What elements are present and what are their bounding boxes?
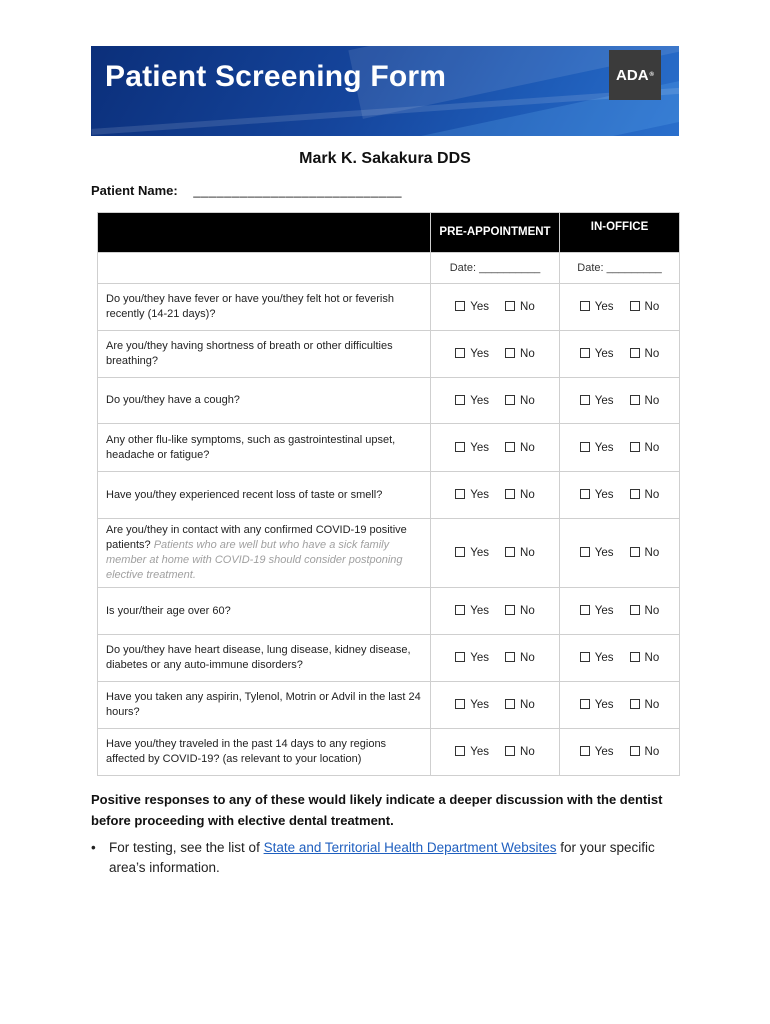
checkbox-icon[interactable] bbox=[630, 442, 640, 452]
in-office-answer-cell bbox=[560, 635, 680, 682]
pre-appointment-answer-cell bbox=[431, 519, 560, 588]
no-label: No bbox=[520, 652, 535, 664]
checkbox-icon[interactable] bbox=[505, 395, 515, 405]
header-in-office: IN-OFFICE bbox=[560, 213, 680, 253]
pre-appointment-yes-option[interactable] bbox=[455, 301, 489, 313]
yes-label: Yes bbox=[594, 301, 614, 313]
checkbox-icon[interactable] bbox=[505, 699, 515, 709]
checkbox-icon[interactable] bbox=[580, 547, 590, 557]
in-office-no-option[interactable] bbox=[630, 699, 660, 711]
table-header-row bbox=[98, 213, 680, 253]
checkbox-icon[interactable] bbox=[505, 605, 515, 615]
question-label: Are you/they in contact with any confirmed COVID-19 positive patients? bbox=[106, 524, 407, 551]
pre-appointment-yes-option[interactable] bbox=[455, 395, 489, 407]
question-text bbox=[98, 424, 431, 472]
pre-appointment-answer-cell bbox=[431, 682, 560, 729]
pre-appointment-no-option[interactable] bbox=[505, 652, 535, 664]
question-text bbox=[98, 519, 431, 588]
no-label: No bbox=[644, 652, 660, 664]
yes-label: Yes bbox=[594, 441, 614, 454]
no-label: No bbox=[520, 489, 535, 501]
checkbox-icon[interactable] bbox=[630, 699, 640, 709]
no-label: No bbox=[644, 489, 660, 501]
screening-table bbox=[97, 212, 680, 776]
no-label: No bbox=[520, 746, 535, 758]
checkbox-icon[interactable] bbox=[630, 395, 640, 405]
checkbox-icon[interactable] bbox=[630, 348, 640, 358]
in-office-no-option[interactable] bbox=[630, 605, 660, 617]
yes-label: Yes bbox=[594, 605, 614, 617]
in-office-yes-option[interactable] bbox=[580, 652, 614, 664]
checkbox-icon[interactable] bbox=[455, 547, 465, 557]
question-row bbox=[98, 284, 680, 331]
pre-appointment-answer-cell bbox=[431, 424, 560, 472]
yes-label: Yes bbox=[594, 746, 614, 758]
no-label: No bbox=[644, 301, 660, 313]
yes-label: Yes bbox=[594, 699, 614, 711]
bullet-text-before: For testing, see the list of bbox=[109, 840, 264, 855]
pre-appointment-no-option[interactable] bbox=[505, 301, 535, 313]
pre-appointment-no-option[interactable] bbox=[505, 746, 535, 758]
checkbox-icon[interactable] bbox=[580, 652, 590, 662]
checkbox-icon[interactable] bbox=[455, 605, 465, 615]
yes-label: Yes bbox=[470, 605, 490, 617]
in-office-answer-cell bbox=[560, 378, 680, 424]
in-office-no-option[interactable] bbox=[630, 489, 660, 501]
date-row-blank bbox=[98, 253, 431, 284]
in-office-no-option[interactable] bbox=[630, 652, 660, 664]
pre-appointment-no-option[interactable] bbox=[505, 605, 535, 617]
question-row bbox=[98, 519, 680, 588]
question-label: Are you/they having shortness of breath or other difficulties breathing? bbox=[106, 340, 393, 367]
question-text bbox=[98, 472, 431, 519]
no-label: No bbox=[644, 746, 660, 758]
in-office-no-option[interactable] bbox=[630, 301, 660, 313]
pre-appointment-yes-option[interactable] bbox=[455, 348, 489, 360]
checkbox-icon[interactable] bbox=[455, 489, 465, 499]
health-department-link[interactable]: State and Territorial Health Department Websites bbox=[263, 840, 557, 855]
pre-appointment-no-option[interactable] bbox=[505, 348, 535, 360]
pre-appointment-yes-option[interactable] bbox=[455, 652, 489, 664]
patient-name-line[interactable]: ___________________________ bbox=[193, 183, 403, 198]
in-office-answer-cell bbox=[560, 331, 680, 378]
checkbox-icon[interactable] bbox=[580, 442, 590, 452]
no-label: No bbox=[520, 699, 535, 711]
in-office-yes-option[interactable] bbox=[580, 699, 614, 711]
pre-appointment-no-option[interactable] bbox=[505, 442, 535, 454]
yes-label: Yes bbox=[470, 699, 490, 711]
pre-appointment-yes-option[interactable] bbox=[455, 699, 489, 711]
in-office-yes-option[interactable] bbox=[580, 605, 614, 617]
in-office-yes-option[interactable] bbox=[580, 489, 614, 501]
checkbox-icon[interactable] bbox=[630, 746, 640, 756]
pre-appointment-answer-cell bbox=[431, 472, 560, 519]
no-label: No bbox=[520, 394, 535, 407]
question-label: Any other flu-like symptoms, such as gastrointestinal upset, headache or fatigue? bbox=[106, 433, 396, 461]
pre-appointment-answer-cell bbox=[431, 588, 560, 635]
no-label: No bbox=[644, 441, 660, 454]
form-banner bbox=[91, 46, 679, 136]
checkbox-icon[interactable] bbox=[505, 547, 515, 557]
question-label: Do you/they have fever or have you/they felt hot or feverish recently (14-21 days)? bbox=[106, 293, 394, 320]
bullet-marker: • bbox=[91, 840, 96, 855]
yes-label: Yes bbox=[594, 348, 614, 360]
in-office-yes-option[interactable] bbox=[580, 301, 614, 313]
pre-appointment-answer-cell bbox=[431, 331, 560, 378]
question-label: Have you/they traveled in the past 14 days to any regions affected by COVID-19? (as relevant to your location) bbox=[106, 738, 387, 765]
yes-label: Yes bbox=[470, 394, 490, 407]
in-office-no-option[interactable] bbox=[630, 547, 660, 559]
registered-mark: ® bbox=[649, 72, 654, 78]
in-office-answer-cell bbox=[560, 682, 680, 729]
pre-appointment-answer-cell bbox=[431, 284, 560, 331]
checkbox-icon[interactable] bbox=[455, 348, 465, 358]
question-row bbox=[98, 472, 680, 519]
in-office-answer-cell bbox=[560, 424, 680, 472]
checkbox-icon[interactable] bbox=[630, 605, 640, 615]
question-text bbox=[98, 729, 431, 776]
checkbox-icon[interactable] bbox=[580, 605, 590, 615]
in-office-date[interactable]: Date: _________ bbox=[560, 253, 680, 284]
pre-appointment-answer-cell bbox=[431, 635, 560, 682]
yes-label: Yes bbox=[470, 301, 490, 313]
ada-logo bbox=[609, 50, 661, 100]
checkbox-icon[interactable] bbox=[580, 489, 590, 499]
in-office-answer-cell bbox=[560, 588, 680, 635]
pre-appointment-date[interactable]: Date: __________ bbox=[431, 253, 560, 284]
checkbox-icon[interactable] bbox=[505, 348, 515, 358]
checkbox-icon[interactable] bbox=[455, 699, 465, 709]
checkbox-icon[interactable] bbox=[455, 652, 465, 662]
in-office-yes-option[interactable] bbox=[580, 395, 614, 407]
no-label: No bbox=[644, 547, 660, 559]
testing-bullet bbox=[91, 838, 691, 878]
checkbox-icon[interactable] bbox=[630, 547, 640, 557]
yes-label: Yes bbox=[594, 547, 614, 559]
checkbox-icon[interactable] bbox=[455, 301, 465, 311]
question-note: Patients who are well but who have a sick family member at home with COVID-19 should consider postponing elective treatment. bbox=[106, 539, 403, 581]
in-office-no-option[interactable] bbox=[630, 348, 660, 360]
in-office-yes-option[interactable] bbox=[580, 348, 614, 360]
checkbox-icon[interactable] bbox=[505, 489, 515, 499]
checkbox-icon[interactable] bbox=[455, 395, 465, 405]
question-text bbox=[98, 682, 431, 729]
question-row bbox=[98, 635, 680, 682]
no-label: No bbox=[644, 699, 660, 711]
question-row bbox=[98, 424, 680, 472]
in-office-answer-cell bbox=[560, 472, 680, 519]
question-row bbox=[98, 682, 680, 729]
yes-label: Yes bbox=[470, 489, 490, 501]
patient-name-label: Patient Name: bbox=[91, 183, 178, 198]
header-pre-appointment: PRE-APPOINTMENT bbox=[431, 213, 560, 253]
checkbox-icon[interactable] bbox=[580, 395, 590, 405]
no-label: No bbox=[644, 605, 660, 617]
checkbox-icon[interactable] bbox=[580, 301, 590, 311]
question-row bbox=[98, 588, 680, 635]
yes-label: Yes bbox=[594, 489, 614, 501]
yes-label: Yes bbox=[470, 348, 490, 360]
yes-label: Yes bbox=[594, 394, 614, 407]
question-label: Is your/their age over 60? bbox=[106, 604, 231, 617]
form-title: Patient Screening Form bbox=[105, 60, 447, 93]
no-label: No bbox=[644, 394, 660, 407]
in-office-answer-cell bbox=[560, 729, 680, 776]
pre-appointment-answer-cell bbox=[431, 378, 560, 424]
question-text bbox=[98, 284, 431, 331]
no-label: No bbox=[644, 348, 660, 360]
yes-label: Yes bbox=[470, 441, 490, 454]
no-label: No bbox=[520, 348, 535, 360]
pre-appointment-no-option[interactable] bbox=[505, 547, 535, 559]
bullet-text-after: for your specific area’s information. bbox=[109, 840, 655, 875]
yes-label: Yes bbox=[470, 652, 490, 664]
checkbox-icon[interactable] bbox=[580, 746, 590, 756]
checkbox-icon[interactable] bbox=[630, 489, 640, 499]
no-label: No bbox=[520, 605, 535, 617]
checkbox-icon[interactable] bbox=[505, 301, 515, 311]
in-office-answer-cell bbox=[560, 284, 680, 331]
pre-appointment-yes-option[interactable] bbox=[455, 547, 489, 559]
pre-appointment-no-option[interactable] bbox=[505, 699, 535, 711]
no-label: No bbox=[520, 547, 535, 559]
pre-appointment-answer-cell bbox=[431, 729, 560, 776]
checkbox-icon[interactable] bbox=[455, 442, 465, 452]
pre-appointment-yes-option[interactable] bbox=[455, 605, 489, 617]
checkbox-icon[interactable] bbox=[630, 301, 640, 311]
checkbox-icon[interactable] bbox=[505, 746, 515, 756]
in-office-yes-option[interactable] bbox=[580, 547, 614, 559]
checkbox-icon[interactable] bbox=[580, 699, 590, 709]
checkbox-icon[interactable] bbox=[505, 652, 515, 662]
pre-appointment-no-option[interactable] bbox=[505, 395, 535, 407]
question-text bbox=[98, 331, 431, 378]
checkbox-icon[interactable] bbox=[505, 442, 515, 452]
question-row bbox=[98, 378, 680, 424]
pre-appointment-yes-option[interactable] bbox=[455, 489, 489, 501]
header-blank bbox=[98, 213, 431, 253]
in-office-no-option[interactable] bbox=[630, 746, 660, 758]
yes-label: Yes bbox=[470, 746, 490, 758]
no-label: No bbox=[520, 441, 535, 454]
question-row bbox=[98, 729, 680, 776]
question-label: Do you/they have heart disease, lung disease, kidney disease, diabetes or any auto-immune disorders? bbox=[106, 644, 411, 671]
question-text bbox=[98, 635, 431, 682]
in-office-no-option[interactable] bbox=[630, 442, 660, 454]
question-text bbox=[98, 588, 431, 635]
checkbox-icon[interactable] bbox=[580, 348, 590, 358]
patient-name-field bbox=[91, 183, 402, 198]
yes-label: Yes bbox=[594, 652, 614, 664]
yes-label: Yes bbox=[470, 547, 490, 559]
doctor-name: Mark K. Sakakura DDS bbox=[299, 150, 471, 167]
question-label: Do you/they have a cough? bbox=[106, 394, 240, 406]
checkbox-icon[interactable] bbox=[630, 652, 640, 662]
pre-appointment-yes-option[interactable] bbox=[455, 442, 489, 454]
question-row bbox=[98, 331, 680, 378]
pre-appointment-yes-option[interactable] bbox=[455, 746, 489, 758]
checkbox-icon[interactable] bbox=[455, 746, 465, 756]
no-label: No bbox=[520, 301, 535, 313]
question-label: Have you taken any aspirin, Tylenol, Motrin or Advil in the last 24 hours? bbox=[106, 691, 421, 718]
in-office-answer-cell bbox=[560, 519, 680, 588]
date-row bbox=[98, 253, 680, 284]
positive-responses-note: Positive responses to any of these would likely indicate a deeper discussion with the dentist before proceeding with elective dental treatment. bbox=[91, 792, 663, 828]
bullet-text bbox=[109, 838, 691, 878]
ada-logo-text: ADA bbox=[616, 66, 649, 84]
question-text bbox=[98, 378, 431, 424]
pre-appointment-no-option[interactable] bbox=[505, 489, 535, 501]
question-label: Have you/they experienced recent loss of taste or smell? bbox=[106, 488, 383, 501]
in-office-no-option[interactable] bbox=[630, 395, 660, 407]
in-office-yes-option[interactable] bbox=[580, 746, 614, 758]
in-office-yes-option[interactable] bbox=[580, 442, 614, 454]
